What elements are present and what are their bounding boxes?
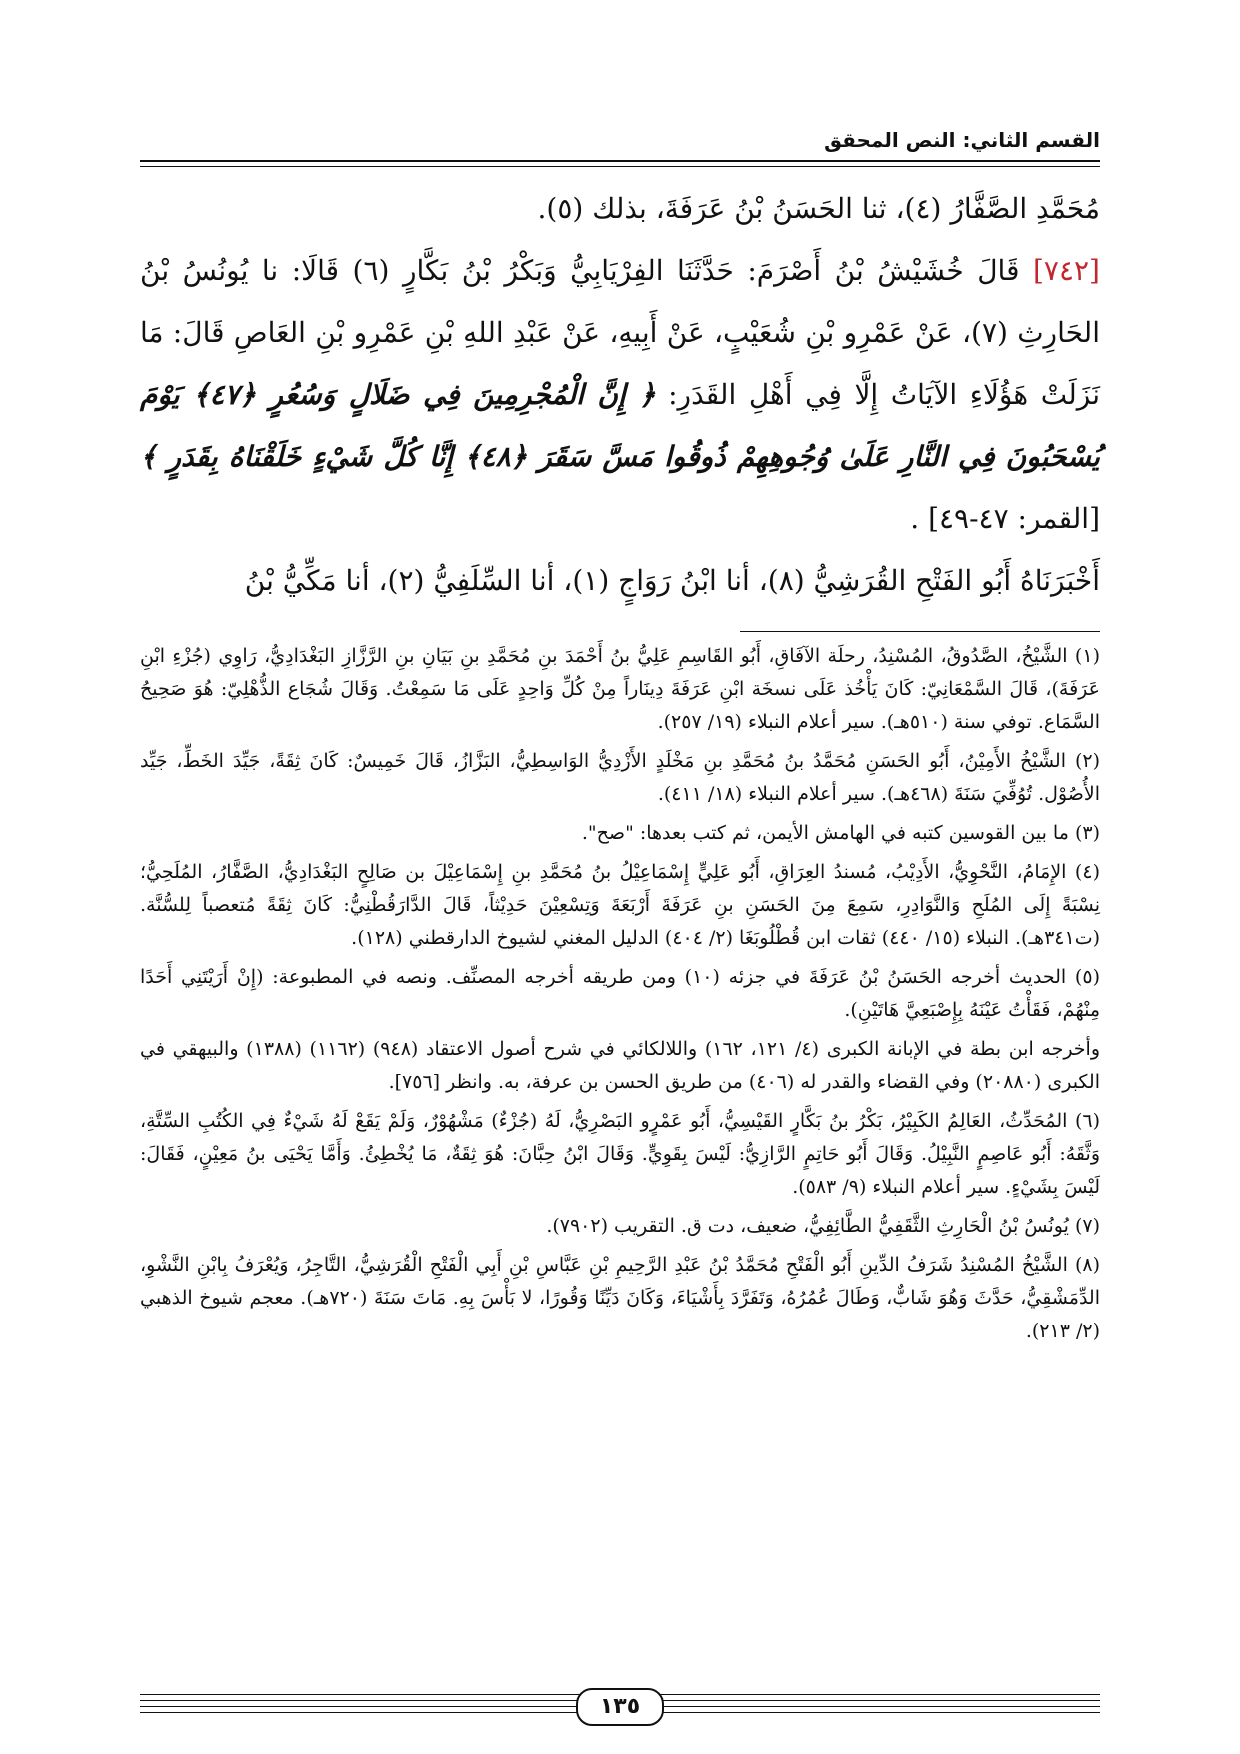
hadith-text: قَالَ خُشَيْشُ بْنُ أَصْرَمَ: حَدَّثَنَا الفِرْيَابِيُّ وَبَكْرُ بْنُ بَكَّارٍ (٦) قَالَا: نا يُونُسُ بْنُ الحَارِثِ (٧)، عَنْ عَمْرِو بْنِ شُعَيْبٍ، عَنْ أَبِيهِ، عَنْ عَبْدِ اللهِ بْنِ عَمْرِو بْنِ العَاصِ قَالَ: مَا نَزَلَتْ هَؤُلَاءِ الآيَاتُ إِلَّا فِي أَهْلِ القَدَرِ: <box>140 254 1101 411</box>
quran-citation: [القمر: ٤٧-٤٩] . <box>910 502 1100 535</box>
footnote-2: (٢) الشَّيْخُ الأَمِيْنُ، أَبُو الحَسَنِ مُحَمَّدُ بنُ مُحَمَّدِ بنِ مَخْلَدٍ الأَزْدِيُّ الوَاسِطِيُّ، البَزَّازُ، قَالَ خَمِيسٌ: كَانَ ثِقَةً، جَيِّدَ الخَطِّ، جَيِّد الأُصُوْل. تُوُفِّيَ سَنَةَ (٤٦٨هـ). سير أعلام النبلاء (١٨/ ٤١١). <box>140 750 1100 805</box>
page-footer <box>140 1686 1100 1726</box>
paragraph-2 <box>140 240 1100 550</box>
paragraph-1: مُحَمَّدِ الصَّفَّارُ (٤)، ثنا الحَسَنُ بْنُ عَرَفَةَ، بذلك (٥). <box>537 192 1100 225</box>
page-number: ١٣٥ <box>576 1688 664 1726</box>
footnote-1: (١) الشَّيْخُ، الصَّدُوقُ، المُسْنِدُ، رحلَة الآفَاقِ، أَبُو القَاسِمِ عَلِيُّ بنُ أَحْمَدَ بنِ مُحَمَّدِ بنِ بَيَانِ بنِ الرَّزَّازِ البَغْدَادِيُّ، رَاوِي (جُزْءِ ابْنِ عَرَفَةَ)، قَالَ السَّمْعَانِيّ: كَانَ يَأْخُذ عَلَى نسخَة ابْنِ عَرَفَةَ دِينَاراً مِنْ كُلِّ وَاحِدٍ عَلَى مَا سَمِعْتُ. وَقَالَ شُجَاع الذُّهْلِيّ: هُوَ صَحِيحُ السَّمَاع. توفي سنة (٥١٠هـ). سير أعلام النبلاء (١٩/ ٢٥٧). <box>140 645 1100 733</box>
footnote-separator <box>740 631 1100 632</box>
paragraph-3: أَخْبَرَنَاهُ أَبُو الفَتْحِ القُرَشِيُّ (٨)، أنا ابْنُ رَوَاجٍ (١)، أنا السِّلَفِيُّ (٢)، أنا مَكِّيُّ بْنُ <box>244 564 1100 597</box>
footnote-3: (٣) ما بين القوسين كتبه في الهامش الأيمن، ثم كتب بعدها: "صح". <box>581 822 1100 844</box>
footnote-5: (٥) الحديث أخرجه الحَسَنُ بْنُ عَرَفَةَ في جزئه (١٠) ومن طريقه أخرجه المصنِّف. ونصه في المطبوعة: (إِنْ أَرَيْتَنِي أَحَدًا مِنْهُمْ، فَقَأْتُ عَيْنَهُ بِإِصْبَعِيَّ هَاتَيْنِ). <box>140 966 1100 1021</box>
footnote-7: (٧) يُونُسُ بْنُ الْحَارِثِ الثَّقَفِيُّ الطَّائِفِيُّ، ضعيف، دت ق. التقريب (٧٩٠٢). <box>546 1215 1100 1237</box>
header-rule-thin <box>140 166 1100 167</box>
footnote-4: (٤) الإِمَامُ، النَّحْوِيُّ، الأَدِيْبُ، مُسندُ العِرَاقِ، أَبُو عَلِيٍّ إِسْمَاعِيْلُ بنُ مُحَمَّدِ بنِ إِسْمَاعِيْلَ بن صَالِحٍ البَغْدَادِيُّ، الصَّفَّارُ، المُلَحِيُّ؛ نِسْبَةً إِلَى المُلَحِ وَالنَّوَادِرِ، سَمِعَ مِنَ الحَسَنِ بنِ عَرَفَةَ أَرْبَعَةَ وَتِسْعِيْنَ حَدِيْثاً، قَالَ الدَّارَقُطْنِيُّ: كَانَ ثِقَةً مُتعصباً لِلسُّنَّة. (ت٣٤١هـ). النبلاء (١٥/ ٤٤٠) ثقات ابن قُطْلُوبَغَا (٢/ ٤٠٤) الدليل المغني لشيوخ الدارقطني (١٢٨). <box>140 861 1100 949</box>
running-header: القسم الثاني: النص المحقق <box>824 128 1100 152</box>
header-rule <box>140 160 1100 162</box>
hadith-number: [٧٤٢] <box>1032 254 1100 287</box>
footnotes <box>140 640 1100 1354</box>
footnote-6: (٦) المُحَدِّثُ، العَالِمُ الكَبِيْرُ، بَكْرُ بنُ بَكَّارٍ القَيْسِيُّ، أَبُو عَمْرٍو البَصْرِيُّ، لَهُ (جُزْءٌ) مَشْهُوْرٌ، وَلَمْ يَقَعْ لَهُ شَيْءٌ فِي الكُتُبِ السِّتَّةِ، وَثَّقَهُ: أَبُو عَاصِمٍ النَّبِيْلُ. وَقَالَ أَبُو حَاتِمٍ الرَّازِيُّ: لَيْسَ بِقَوِيٍّ. وَقَالَ ابْنُ حِبَّانَ: هُوَ ثِقَةٌ، مَا يُخْطِئُ. وَأَمَّا يَحْيَى بنُ مَعِيْنٍ، فَقَالَ: لَيْسَ بِشَيْءٍ. سير أعلام النبلاء (٩/ ٥٨٣). <box>140 1110 1101 1198</box>
main-text <box>140 178 1100 612</box>
footnote-8: (٨) الشَّيْخُ المُسْنِدُ شَرَفُ الدِّينِ أَبُو الْفَتْحِ مُحَمَّدُ بْنُ عَبْدِ الرَّحِيمِ بْنِ عَبَّاسِ بْنِ أَبِي الْفَتْحِ الْقُرَشِيُّ، التَّاجِرُ، وَيُعْرَفُ بِابْنِ النَّشْوِ، الدِّمَشْقِيُّ، حَدَّثَ وَهُوَ شَابٌّ، وَطَالَ عُمُرُهُ، وَتَفَرَّدَ بِأَشْيَاءَ، وَكَانَ دَيِّنًا وَقُورًا، لا بَأْسَ بِهِ. مَاتَ سَنَةَ (٧٢٠هـ). معجم شيوخ الذهبي (٢/ ٢١٣). <box>140 1254 1101 1342</box>
quran-verse: ﴿ إِنَّ الْمُجْرِمِينَ فِي ضَلَالٍ وَسُعُرٍ ﴿٤٧﴾ يَوْمَ يُسْحَبُونَ فِي النَّارِ عَلَىٰ وُجُوهِهِمْ ذُوقُوا مَسَّ سَقَرَ ﴿٤٨﴾ إِنَّا كُلَّ شَيْءٍ خَلَقْنَاهُ بِقَدَرٍ ﴾ <box>140 378 1100 473</box>
footnote-5-continued: وأخرجه ابن بطة في الإبانة الكبرى (٤/ ١٢١، ١٦٢) واللالكائي في شرح أصول الاعتقاد (٩٤٨) (١١٦٢) (١٣٨٨) والبيهقي في الكبرى (٢٠٨٨٠) وفي القضاء والقدر له (٤٠٦) من طريق الحسن بن عرفة، به. وانظر [٧٥٦]. <box>140 1038 1101 1093</box>
